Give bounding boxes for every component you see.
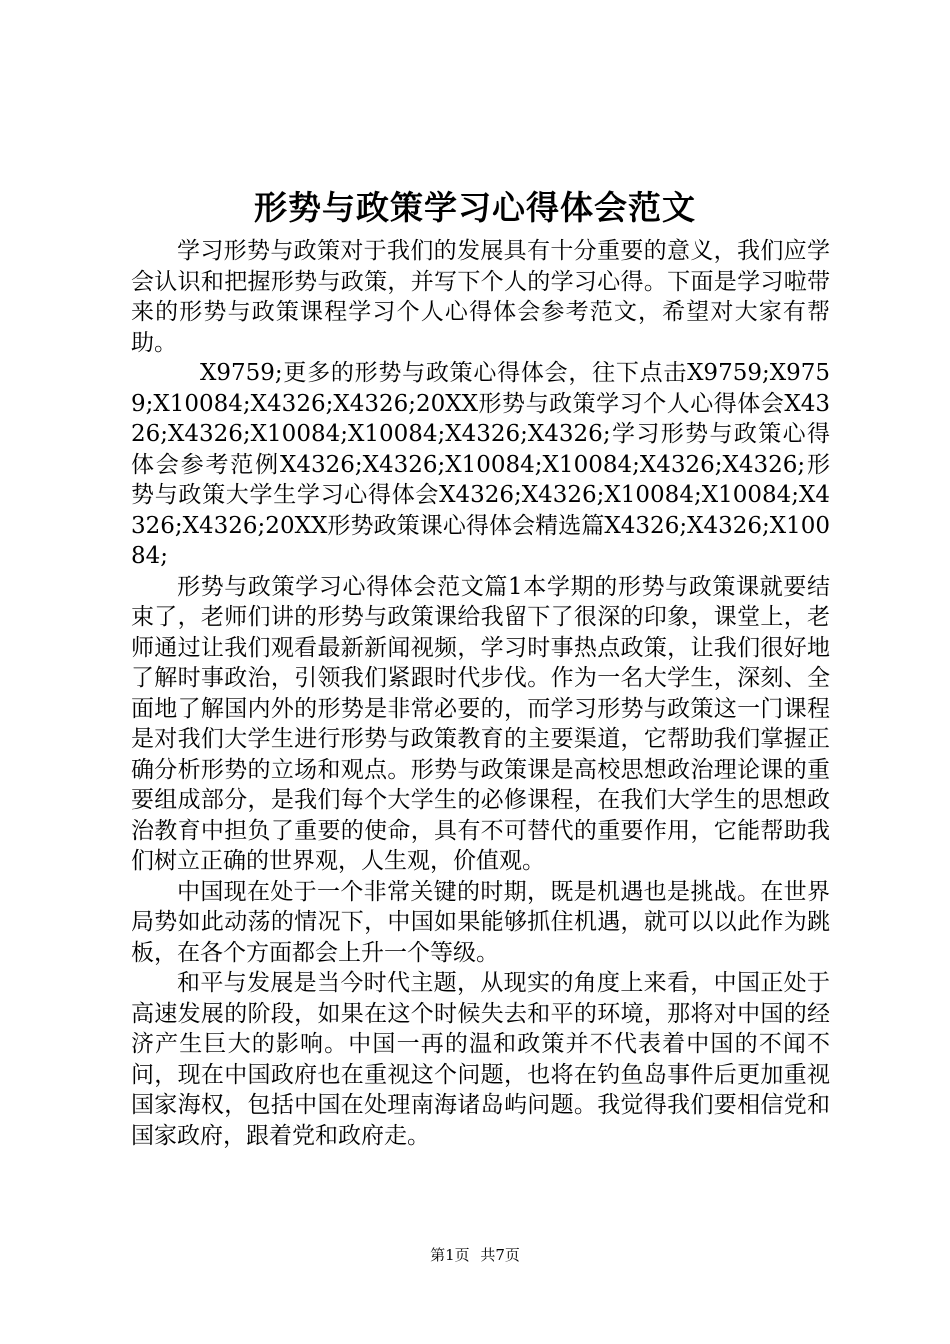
page-number: 第1页 xyxy=(430,1246,470,1264)
intro-paragraph: 学习形势与政策对于我们的发展具有十分重要的意义，我们应学会认识和把握形势与政策，并写下个人的学习心得。下面是学习啦带来的形势与政策课程学习个人心得体会参考范文，希望对大家有帮助。 xyxy=(131,238,830,356)
essay-paragraph-1: 形势与政策学习心得体会范文篇1本学期的形势与政策课就要结束了，老师们讲的形势与政策课给我留下了很深的印象，课堂上，老师通过让我们观看最新新闻视频，学习时事热点政策，让我们很好地了解时事政治，引领我们紧跟时代步伐。作为一名大学生，深刻、全面地了解国内外的形势是非常必要的，而学习形势与政策这一门课程是对我们大学生进行形势与政策教育的主要渠道，它帮助我们掌握正确分析形势的立场和观点。形势与政策课是高校思想政治理论课的重要组成部分，是我们每个大学生的必修课程，在我们大学生的思想政治教育中担负了重要的使命，具有不可替代的重要作用，它能帮助我们树立正确的世界观，人生观，价值观。 xyxy=(131,573,830,874)
essay-paragraph-3: 和平与发展是当今时代主题，从现实的角度上来看，中国正处于高速发展的阶段，如果在这个时候失去和平的环境，那将对中国的经济产生巨大的影响。中国一再的温和政策并不代表着中国的不闻不问，现在中国政府也在重视这个问题，也将在钓鱼岛事件后更加重视国家海权，包括中国在处理南海诸岛屿问题。我觉得我们要相信党和国家政府，跟着党和政府走。 xyxy=(131,970,830,1149)
essay-paragraph-2: 中国现在处于一个非常关键的时期，既是机遇也是挑战。在世界局势如此动荡的情况下，中国如果能够抓住机遇，就可以以此作为跳板，在各个方面都会上升一个等级。 xyxy=(131,878,830,966)
page-footer xyxy=(0,1245,950,1265)
related-links-paragraph[interactable]: X9759;更多的形势与政策心得体会，往下点击X9759;X9759;X10084;X4326;X4326;20XX形势与政策学习个人心得体会X4326;X4326;X10084;X10084;X4326;X4326;学习形势与政策心得体会参考范例X4326;X4326;X10084;X10084;X4326;X4326;形势与政策大学生学习心得体会X4326;X4326;X10084;X10084;X4326;X4326;20XX形势政策课心得体会精选篇X4326;X4326;X10084; xyxy=(131,360,830,569)
page-total: 共7页 xyxy=(480,1246,520,1264)
document-body xyxy=(131,236,830,1151)
document-title: 形势与政策学习心得体会范文 xyxy=(254,188,696,227)
